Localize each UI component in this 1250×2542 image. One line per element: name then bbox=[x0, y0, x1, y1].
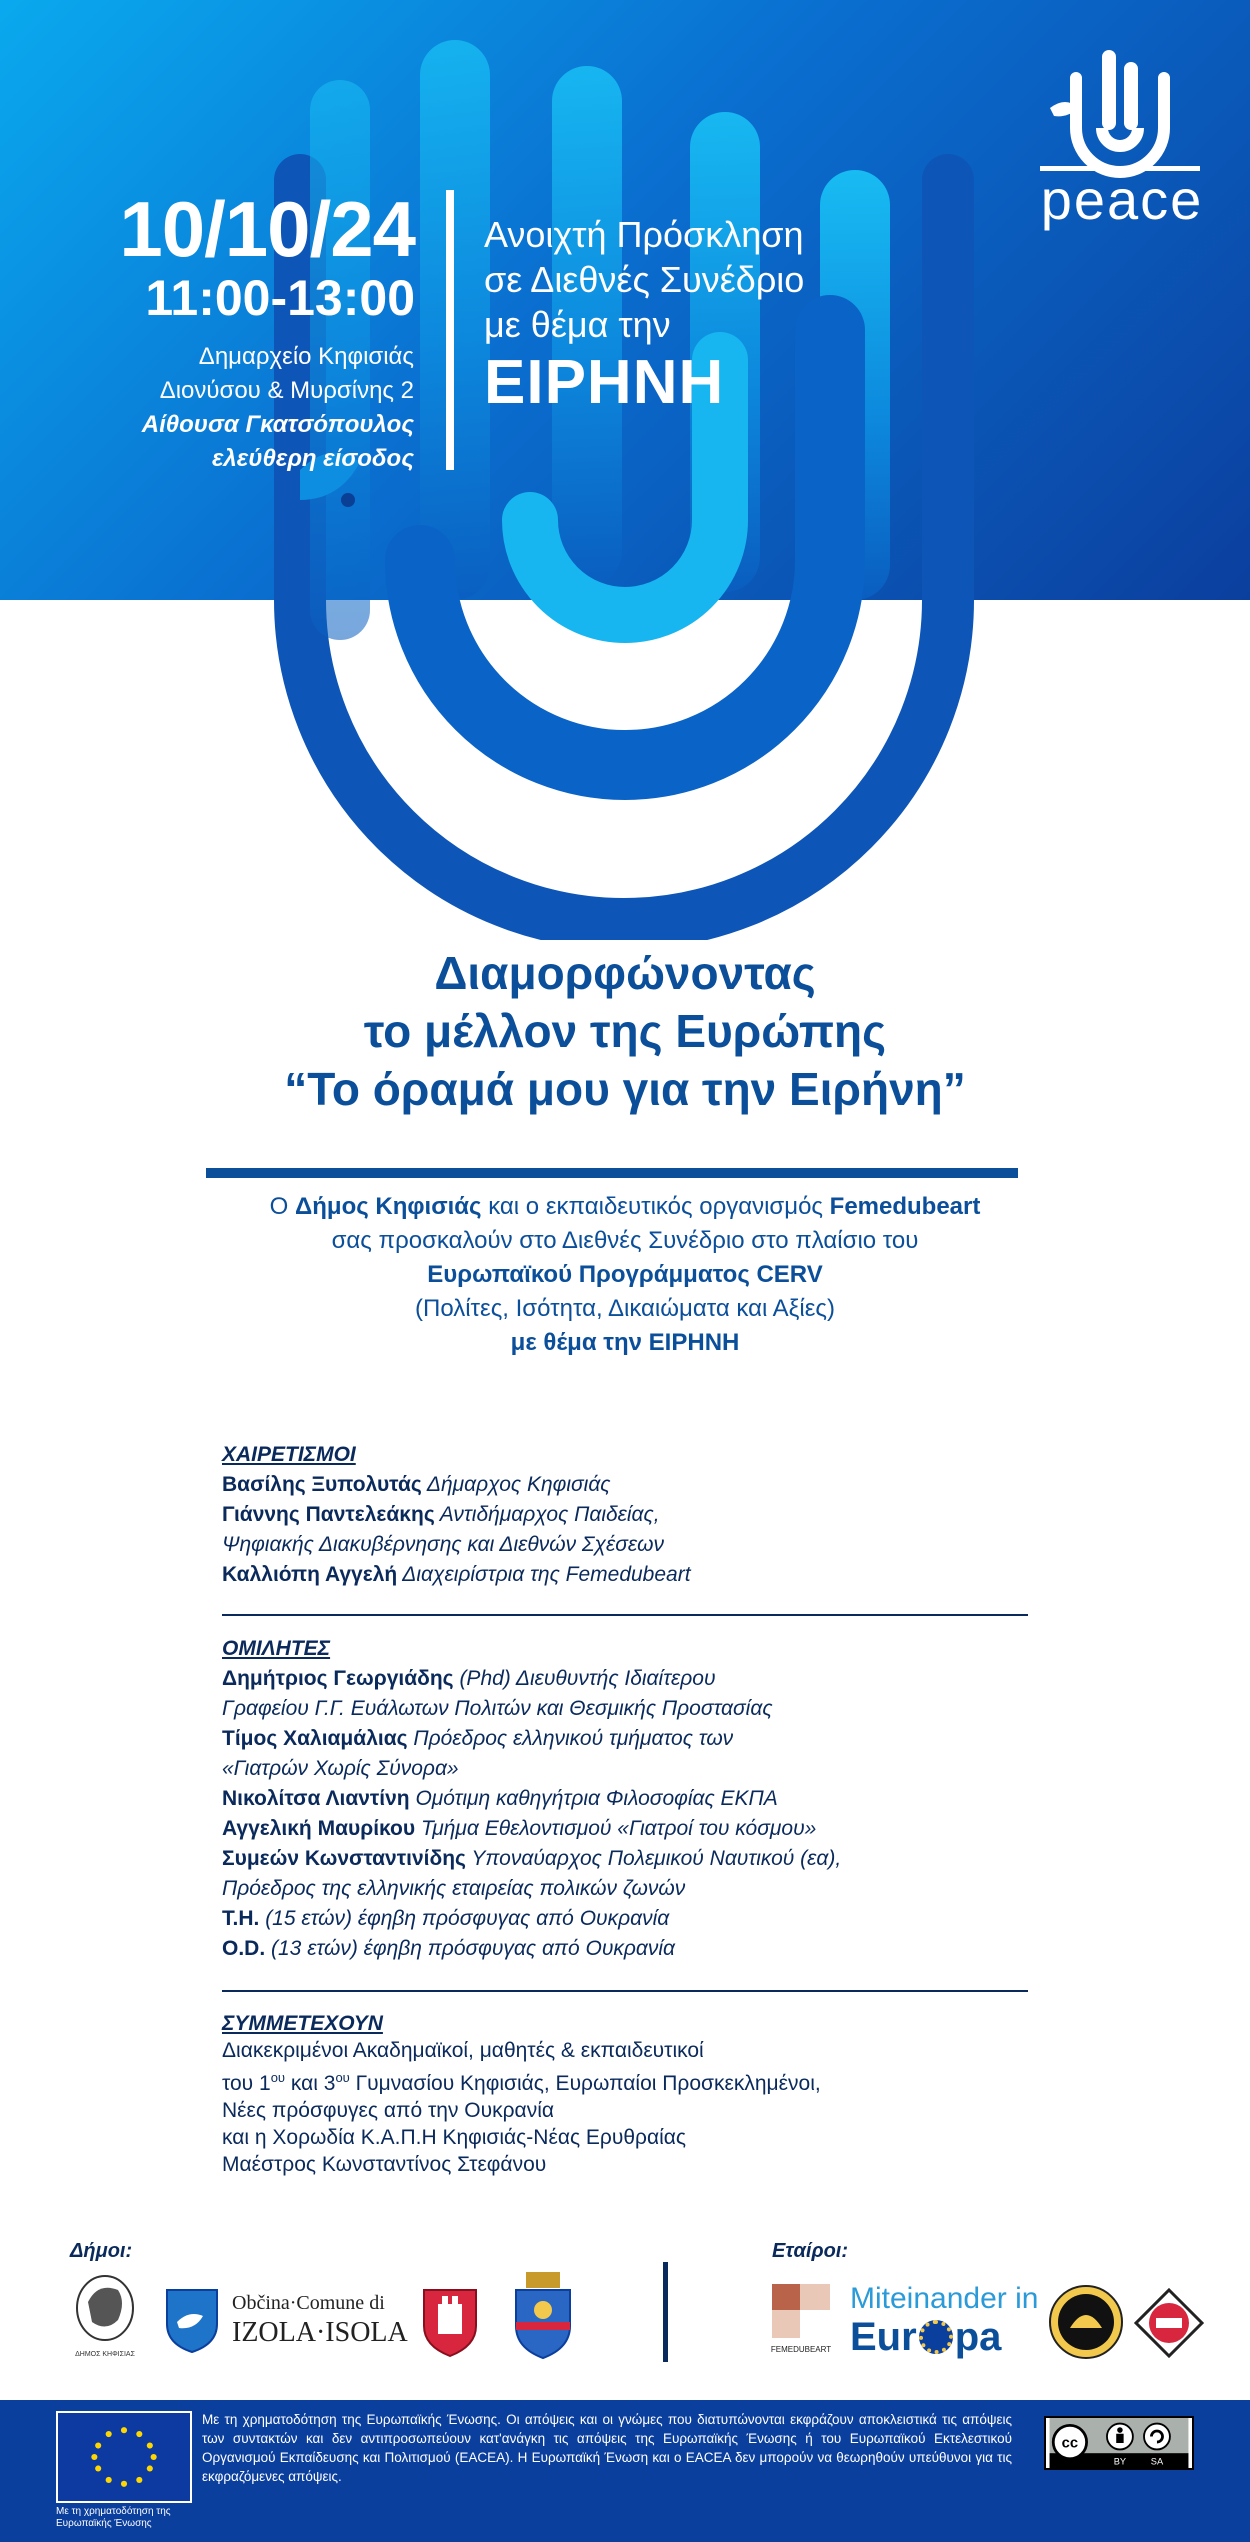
event-time: 11:00-13:00 bbox=[145, 270, 415, 326]
municipality-crest-red bbox=[420, 2286, 480, 2358]
cc-sa-label: SA bbox=[1150, 2456, 1164, 2467]
greeting-item bbox=[222, 1560, 1030, 1590]
intro-l1-b2: Femedubeart bbox=[829, 1193, 981, 1220]
hero-divider bbox=[446, 190, 454, 470]
participants-l2-c: Γυμνασίου Κηφισιάς, Ευρωπαίοι Προσκεκλημένοι, bbox=[349, 2072, 821, 2095]
eu-funding-caption: Με τη χρηματοδότηση της Ευρωπαϊκής Ένωσης bbox=[56, 2506, 171, 2529]
svg-text:cc: cc bbox=[1061, 2435, 1079, 2452]
intro-line-4: (Πολίτες, Ισότητα, Δικαιώματα και Αξίες) bbox=[415, 1295, 835, 1322]
speaker-role: Τμήμα Εθελοντισμού «Γιατροί του κόσμου» bbox=[415, 1817, 817, 1840]
title-underline bbox=[206, 1168, 1018, 1178]
intro-l1-b1: Δήμος Κηφισιάς bbox=[294, 1193, 482, 1220]
venue-line-2: Διονύσου & Μυρσίνης 2 bbox=[159, 377, 414, 404]
greeting-name: Βασίλης Ξυπολυτάς bbox=[222, 1473, 422, 1496]
greeting-role: Δήμαρχος Κηφισιάς bbox=[421, 1473, 611, 1496]
speaker-item-cont bbox=[222, 1874, 1030, 1904]
femedubeart-caption: FEMEDUBEART bbox=[770, 2345, 832, 2354]
participants-line-1: Διακεκριμένοι Ακαδημαϊκοί, μαθητές & εκπαιδευτικοί bbox=[222, 2039, 704, 2062]
hand-finger-2 bbox=[420, 40, 490, 600]
miteinander-eur: Eur bbox=[850, 2315, 917, 2359]
title-line-2: το μέλλον της Ευρώπης bbox=[363, 1005, 887, 1057]
miteinander-pa: pa bbox=[954, 2315, 1002, 2359]
greetings-heading: ΧΑΙΡΕΤΙΣΜΟΙ bbox=[222, 1443, 356, 1466]
speaker-item bbox=[222, 1664, 1030, 1694]
greeting-name: Γιάννης Παντελεάκης bbox=[222, 1503, 435, 1526]
invite-block bbox=[484, 212, 804, 419]
kifisia-logo bbox=[68, 2272, 142, 2362]
page-title bbox=[0, 944, 1250, 1118]
venue-entry: ελεύθερη είσοδος bbox=[211, 445, 414, 472]
intro-line-5 bbox=[0, 1326, 1250, 1360]
invite-line-2: σε Διεθνές Συνέδριο bbox=[484, 259, 805, 300]
participants-line-3: Νέες πρόσφυγες από την Ουκρανία bbox=[222, 2099, 555, 2122]
izola-line-1: Občina·Comune di bbox=[232, 2292, 385, 2314]
speaker-role: Γραφείου Γ.Γ. Ευάλωτων Πολιτών και Θεσμικής Προστασίας bbox=[222, 1697, 773, 1720]
speakers-heading: ΟΜΙΛΗΤΕΣ bbox=[222, 1637, 331, 1660]
greeting-role: Ψηφιακής Διακυβέρνησης και Διεθνών Σχέσεων bbox=[222, 1533, 664, 1556]
speaker-role: Υποναύαρχος Πολεμικού Ναυτικού (εα), bbox=[465, 1847, 842, 1870]
logos-separator bbox=[663, 2262, 668, 2362]
greeting-item bbox=[222, 1470, 1030, 1500]
miteinander-line-2 bbox=[850, 2315, 1038, 2359]
invite-line-3: με θέμα την bbox=[484, 304, 671, 345]
intro-l3-bold: Ευρωπαϊκού Προγράμματος CERV bbox=[427, 1261, 823, 1288]
speaker-item-cont bbox=[222, 1754, 1030, 1784]
speaker-role: «Γιατρών Χωρίς Σύνορα» bbox=[222, 1757, 459, 1780]
greeting-role: Αντιδήμαρχος Παιδείας, bbox=[434, 1503, 660, 1526]
speaker-item bbox=[222, 1934, 1030, 1964]
municipality-crest-blue bbox=[512, 2270, 574, 2360]
izola-line-2: IZOLA·ISOLA bbox=[232, 2317, 408, 2348]
greeting-item bbox=[222, 1500, 1030, 1530]
femedubeart-logo bbox=[770, 2282, 832, 2356]
intro-line-2: σας προσκαλούν στο Διεθνές Συνέδριο στο πλαίσιο του bbox=[331, 1227, 919, 1254]
eu-disclaimer: Με τη χρηματοδότηση της Ευρωπαϊκής Ένωσης. Οι απόψεις και οι γνώμες που διατυπώνονται εκφράζουν αποκλειστικά τις απόψεις των συντακτών και δεν αντιπροσωπεύουν κατ'ανάγκη τις απόψεις της Ευρωπαϊκής Ένωσης ή του Ευρωπαϊκού Εκτελεστικού Οργανισμού Εκπαίδευσης και Πολιτισμού (EACEA). Η Ευρωπαϊκή Ένωση και ο EACEA δεν μπορούν να θεωρηθούν υπεύθυνοι για τις εκφραζόμενες απόψεις. bbox=[202, 2412, 1012, 2484]
speaker-name: Αγγελική Μαυρίκου bbox=[222, 1817, 416, 1840]
intro-l5-bold: με θέμα την ΕΙΡΗΝΗ bbox=[510, 1329, 740, 1356]
miteinander-logo bbox=[850, 2280, 1039, 2359]
speaker-item bbox=[222, 1904, 1030, 1934]
speaker-role: (15 ετών) έφηβη πρόσφυγας από Ουκρανία bbox=[259, 1907, 670, 1930]
intro-line-3 bbox=[0, 1258, 1250, 1292]
speaker-name: Δημήτριος Γεωργιάδης bbox=[222, 1667, 454, 1690]
speakers-section bbox=[222, 1634, 1030, 1964]
intro-l1-pre: Ο bbox=[269, 1193, 295, 1220]
greeting-name: Καλλιόπη Αγγελή bbox=[222, 1563, 398, 1586]
speaker-name: Συμεών Κωνσταντινίδης bbox=[222, 1847, 466, 1870]
speaker-item bbox=[222, 1844, 1030, 1874]
intro-paragraph bbox=[0, 1190, 1250, 1360]
title-line-1: Διαμορφώνοντας bbox=[434, 947, 816, 999]
section-divider bbox=[222, 1990, 1028, 1992]
venue-hall: Αίθουσα Γκατσόπουλος bbox=[141, 411, 414, 438]
eu-stars-circle-icon bbox=[919, 2320, 953, 2354]
kifisia-caption: ΔΗΜΟΣ ΚΗΦΙΣΙΑΣ bbox=[75, 2351, 135, 2358]
izola-crest bbox=[163, 2286, 221, 2354]
participants-l2-a: του 1 bbox=[222, 2072, 271, 2095]
speaker-name: Νικολίτσα Λιαντίνη bbox=[222, 1787, 410, 1810]
greeting-role: Διαχειρίστρια της Femedubeart bbox=[397, 1563, 691, 1586]
intro-line-1 bbox=[0, 1190, 1250, 1224]
participants-sup-2: ου bbox=[335, 2070, 350, 2085]
speaker-name: O.D. bbox=[222, 1937, 266, 1960]
speaker-item bbox=[222, 1814, 1030, 1844]
miteinander-line-1: Miteinander in bbox=[850, 2282, 1039, 2315]
speaker-role: (13 ετών) έφηβη πρόσφυγας από Ουκρανία bbox=[265, 1937, 676, 1960]
partner-logo-badge bbox=[1134, 2288, 1204, 2358]
cc-by-sa-license-icon bbox=[1044, 2416, 1194, 2470]
participants-line-2 bbox=[222, 2064, 1030, 2097]
speaker-role: Ομότιμη καθηγήτρια Φιλοσοφίας ΕΚΠΑ bbox=[409, 1787, 778, 1810]
event-date-block bbox=[119, 185, 415, 326]
participants-sup-1: ου bbox=[270, 2070, 286, 2085]
izola-logo-text bbox=[232, 2288, 408, 2348]
invite-theme: ΕΙΡΗΝΗ bbox=[484, 348, 725, 417]
speaker-role: Πρόεδρος ελληνικού τμήματος των bbox=[407, 1727, 734, 1750]
eu-flag-icon bbox=[56, 2411, 192, 2503]
peace-logo-text: peace bbox=[1040, 168, 1204, 231]
invite-line-1: Ανοιχτή Πρόσκληση bbox=[484, 214, 804, 255]
title-line-3: “Το όραμά μου για την Ειρήνη” bbox=[284, 1063, 966, 1115]
cc-by-label: BY bbox=[1113, 2456, 1127, 2467]
participants-heading: ΣΥΜΜΕΤΕΧΟΥΝ bbox=[222, 2012, 383, 2035]
speaker-role: (Phd) Διευθυντής Ιδιαίτερου bbox=[453, 1667, 716, 1690]
intro-l1-mid: και ο εκπαιδευτικός οργανισμός bbox=[481, 1193, 830, 1220]
event-venue bbox=[142, 340, 414, 476]
dove-eye bbox=[341, 493, 355, 507]
participants-line-5: Μαέστρος Κωνσταντίνος Στεφάνου bbox=[222, 2153, 547, 2176]
partner-logo-round bbox=[1048, 2284, 1124, 2360]
speaker-item bbox=[222, 1724, 1030, 1754]
speaker-role: Πρόεδρος της ελληνικής εταιρείας πολικών ζωνών bbox=[222, 1877, 686, 1900]
municipalities-label: Δήμοι: bbox=[70, 2240, 133, 2262]
venue-line-1: Δημαρχείο Κηφισιάς bbox=[198, 343, 414, 370]
speaker-item bbox=[222, 1784, 1030, 1814]
greeting-item-cont bbox=[222, 1530, 1030, 1560]
greetings-section bbox=[222, 1440, 1030, 1590]
event-date: 10/10/24 bbox=[119, 185, 415, 273]
participants-line-4: και η Χορωδία Κ.Α.Π.Η Κηφισιάς-Νέας Ερυθραίας bbox=[222, 2126, 687, 2149]
participants-l2-b: και 3 bbox=[285, 2072, 336, 2095]
section-divider bbox=[222, 1614, 1028, 1616]
speaker-name: Τίμος Χαλιαμάλιας bbox=[222, 1727, 408, 1750]
speaker-item-cont bbox=[222, 1694, 1030, 1724]
speaker-name: Τ.Η. bbox=[222, 1907, 260, 1930]
partners-label: Εταίροι: bbox=[772, 2240, 849, 2262]
participants-section bbox=[222, 2010, 1030, 2178]
